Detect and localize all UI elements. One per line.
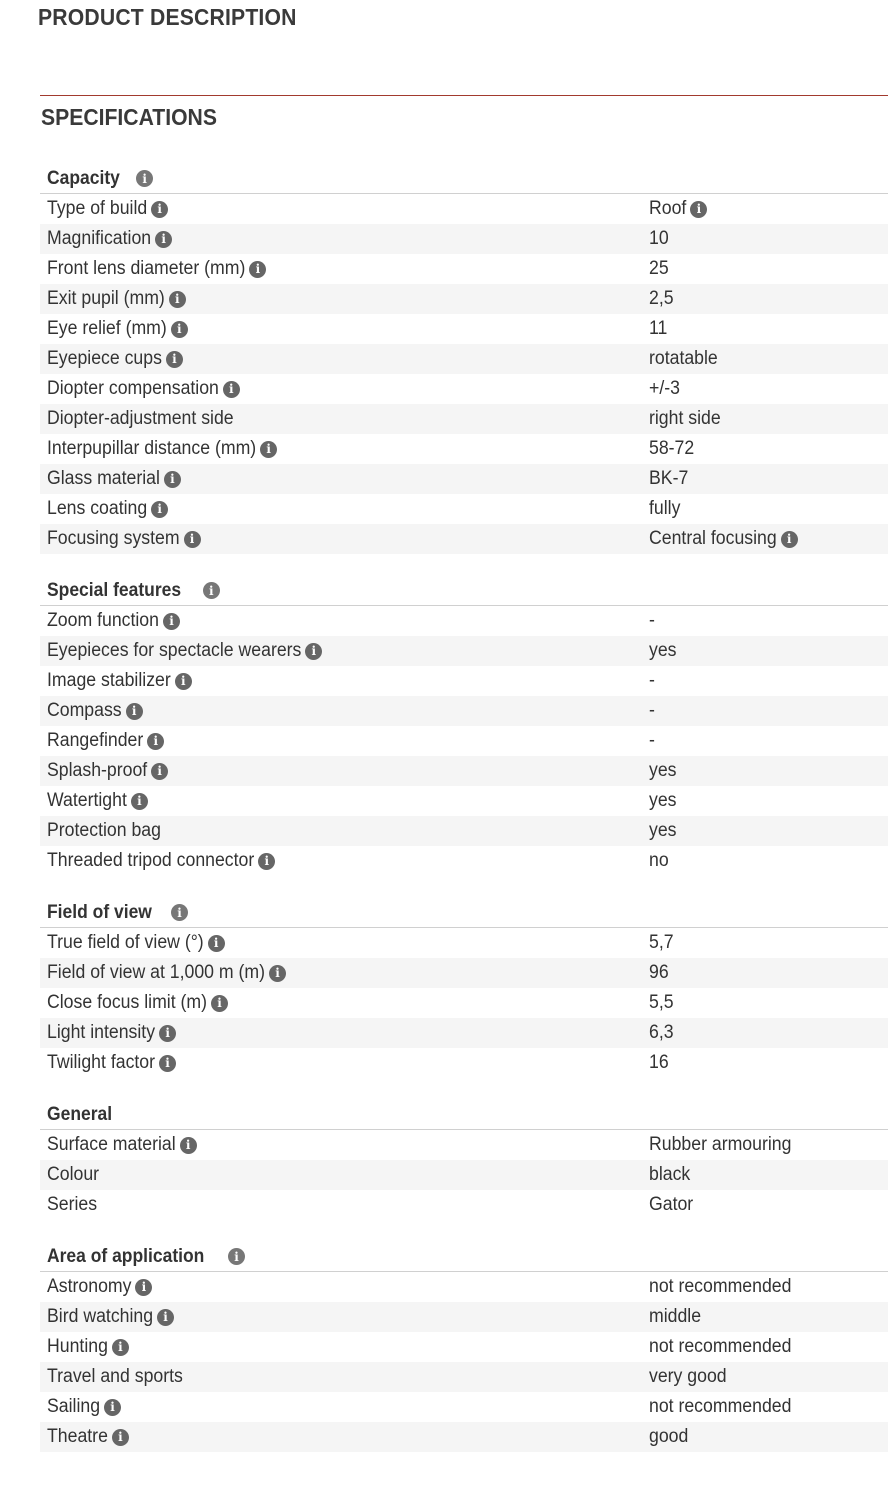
spec-label-cell [40, 1022, 649, 1044]
spec-row [40, 254, 888, 284]
spec-value-cell [649, 1396, 888, 1418]
info-icon[interactable]: i [159, 1025, 176, 1042]
spec-value: fully [649, 498, 681, 519]
spec-value: yes [649, 640, 677, 661]
info-icon[interactable]: i [690, 201, 707, 218]
section-title: Field of view [47, 901, 152, 923]
spec-label-cell [40, 258, 649, 280]
spec-value-cell [649, 1052, 888, 1074]
info-icon[interactable]: i [164, 471, 181, 488]
spec-label: Astronomy [47, 1276, 132, 1297]
spec-section [40, 1100, 888, 1220]
spec-value-cell [649, 468, 888, 490]
spec-label-cell [40, 1052, 649, 1074]
spec-row [40, 1130, 888, 1160]
spec-value: Gator [649, 1194, 694, 1215]
spec-value: not recommended [649, 1276, 792, 1297]
spec-label: Theatre [47, 1426, 108, 1447]
spec-label: Threaded tripod connector [47, 850, 255, 871]
spec-row [40, 1302, 888, 1332]
spec-value-cell [649, 348, 888, 370]
section-header [40, 576, 888, 606]
section-divider [40, 95, 888, 96]
section-header [40, 164, 888, 194]
spec-label-cell [40, 348, 649, 370]
spec-label: Rangefinder [47, 730, 144, 751]
info-icon[interactable]: i [155, 231, 172, 248]
spec-value: 2,5 [649, 288, 674, 309]
spec-label: Image stabilizer [47, 670, 171, 691]
section-title: Area of application [47, 1245, 205, 1267]
spec-label-cell [40, 850, 649, 872]
spec-value-cell [649, 258, 888, 280]
spec-label: Twilight factor [47, 1052, 156, 1073]
info-icon[interactable]: i [136, 170, 153, 187]
spec-label-cell [40, 408, 649, 430]
spec-row [40, 464, 888, 494]
spec-value: yes [649, 820, 677, 841]
section-title: Special features [47, 579, 182, 601]
spec-label-cell [40, 378, 649, 400]
info-icon[interactable]: i [163, 613, 180, 630]
spec-label-cell [40, 318, 649, 340]
section-header [40, 1242, 888, 1272]
spec-row [40, 494, 888, 524]
spec-value-cell [649, 228, 888, 250]
spec-value-cell [649, 528, 888, 550]
spec-value-cell [649, 850, 888, 872]
spec-row [40, 666, 888, 696]
spec-label-cell [40, 198, 649, 220]
section-header [40, 1100, 888, 1130]
spec-label-cell [40, 1426, 649, 1448]
spec-label-cell [40, 610, 649, 632]
spec-value-cell [649, 318, 888, 340]
spec-label: Focusing system [47, 528, 180, 549]
spec-value: not recommended [649, 1396, 792, 1417]
spec-value: +/-3 [649, 378, 680, 399]
info-icon[interactable]: i [112, 1339, 129, 1356]
spec-value: very good [649, 1366, 727, 1387]
spec-row [40, 1018, 888, 1048]
spec-label-cell [40, 498, 649, 520]
spec-row [40, 374, 888, 404]
spec-label: Eyepiece cups [47, 348, 162, 369]
spec-value-cell [649, 498, 888, 520]
spec-value: 96 [649, 962, 669, 983]
info-icon[interactable]: i [151, 201, 168, 218]
spec-label: Exit pupil (mm) [47, 288, 165, 309]
info-icon[interactable]: i [249, 261, 266, 278]
spec-value: 16 [649, 1052, 669, 1073]
spec-label-cell [40, 468, 649, 490]
spec-section [40, 898, 888, 1078]
spec-value: 11 [649, 318, 668, 339]
spec-value: Rubber armouring [649, 1134, 792, 1155]
spec-section [40, 1242, 888, 1452]
spec-value-cell [649, 1134, 888, 1156]
info-icon[interactable]: i [228, 1248, 245, 1265]
spec-label-cell [40, 528, 649, 550]
spec-label: Type of build [47, 198, 148, 219]
spec-section [40, 576, 888, 876]
info-icon[interactable]: i [208, 935, 225, 952]
specifications-title: SPECIFICATIONS [41, 104, 217, 130]
spec-value: - [649, 700, 655, 721]
spec-value-cell [649, 1164, 888, 1186]
info-icon[interactable]: i [223, 381, 240, 398]
spec-value: 5,5 [649, 992, 674, 1013]
spec-label: Colour [47, 1164, 100, 1185]
spec-value-cell [649, 408, 888, 430]
spec-value: 25 [649, 258, 669, 279]
spec-label-cell [40, 670, 649, 692]
spec-label: Diopter compensation [47, 378, 219, 399]
spec-row [40, 696, 888, 726]
spec-value-cell [649, 1276, 888, 1298]
spec-label-cell [40, 1134, 649, 1156]
spec-row [40, 988, 888, 1018]
spec-value-cell [649, 1336, 888, 1358]
spec-value: BK-7 [649, 468, 689, 489]
spec-row [40, 1048, 888, 1078]
spec-label: Protection bag [47, 820, 161, 841]
spec-value: yes [649, 760, 677, 781]
spec-label: Light intensity [47, 1022, 156, 1043]
spec-label: Diopter-adjustment side [47, 408, 234, 429]
spec-value-cell [649, 1194, 888, 1216]
spec-row [40, 284, 888, 314]
spec-value-cell [649, 198, 888, 220]
spec-label: Close focus limit (m) [47, 992, 208, 1013]
spec-value: right side [649, 408, 721, 429]
spec-section [40, 164, 888, 554]
spec-label: Sailing [47, 1396, 101, 1417]
spec-value: Central focusing [649, 528, 777, 549]
info-icon[interactable]: i [131, 793, 148, 810]
spec-label-cell [40, 700, 649, 722]
info-icon[interactable]: i [260, 441, 277, 458]
spec-label-cell [40, 1306, 649, 1328]
spec-label-cell [40, 730, 649, 752]
spec-row [40, 1422, 888, 1452]
info-icon[interactable]: i [166, 351, 183, 368]
info-icon[interactable]: i [151, 501, 168, 518]
info-icon[interactable]: i [211, 995, 228, 1012]
info-icon[interactable]: i [184, 531, 201, 548]
spec-row [40, 928, 888, 958]
spec-label-cell [40, 1366, 649, 1388]
spec-value: 5,7 [649, 932, 674, 953]
spec-value-cell [649, 1306, 888, 1328]
spec-value-cell [649, 640, 888, 662]
spec-row [40, 434, 888, 464]
spec-label-cell [40, 1164, 649, 1186]
info-icon[interactable]: i [171, 321, 188, 338]
info-icon[interactable]: i [258, 853, 275, 870]
specifications-table [40, 164, 888, 1474]
spec-row [40, 636, 888, 666]
spec-value-cell [649, 962, 888, 984]
spec-value-cell [649, 288, 888, 310]
spec-row [40, 314, 888, 344]
spec-value: - [649, 670, 655, 691]
spec-row [40, 194, 888, 224]
spec-label: Front lens diameter (mm) [47, 258, 246, 279]
spec-value-cell [649, 378, 888, 400]
spec-value-cell [649, 932, 888, 954]
spec-row [40, 958, 888, 988]
info-icon[interactable]: i [269, 965, 286, 982]
spec-value: rotatable [649, 348, 718, 369]
spec-label-cell [40, 992, 649, 1014]
spec-label: Travel and sports [47, 1366, 183, 1387]
spec-label-cell [40, 932, 649, 954]
info-icon[interactable]: i [135, 1279, 152, 1296]
info-icon[interactable]: i [180, 1137, 197, 1154]
spec-label: Zoom function [47, 610, 159, 631]
spec-row [40, 224, 888, 254]
spec-row [40, 524, 888, 554]
spec-value: 58-72 [649, 438, 695, 459]
spec-row [40, 1190, 888, 1220]
spec-row [40, 1332, 888, 1362]
spec-label: Interpupillar distance (mm) [47, 438, 257, 459]
spec-row [40, 1272, 888, 1302]
spec-value-cell [649, 700, 888, 722]
spec-value-cell [649, 1366, 888, 1388]
spec-row [40, 756, 888, 786]
spec-label-cell [40, 1336, 649, 1358]
spec-row [40, 404, 888, 434]
info-icon[interactable]: i [104, 1399, 121, 1416]
spec-label: Surface material [47, 1134, 176, 1155]
spec-label-cell [40, 438, 649, 460]
spec-label-cell [40, 962, 649, 984]
page-title: PRODUCT DESCRIPTION [38, 4, 297, 30]
spec-row [40, 786, 888, 816]
spec-label: Eyepieces for spectacle wearers [47, 640, 302, 661]
spec-label: Magnification [47, 228, 152, 249]
spec-value: no [649, 850, 669, 871]
spec-label: Watertight [47, 790, 127, 811]
spec-value: yes [649, 790, 677, 811]
spec-label: Field of view at 1,000 m (m) [47, 962, 266, 983]
spec-row [40, 606, 888, 636]
spec-label-cell [40, 820, 649, 842]
info-icon[interactable]: i [147, 733, 164, 750]
spec-value-cell [649, 438, 888, 460]
spec-label-cell [40, 1396, 649, 1418]
spec-value: 6,3 [649, 1022, 674, 1043]
spec-value: Roof [649, 198, 687, 219]
spec-label: Bird watching [47, 1306, 154, 1327]
spec-label-cell [40, 790, 649, 812]
info-icon[interactable]: i [781, 531, 798, 548]
spec-value-cell [649, 992, 888, 1014]
info-icon[interactable]: i [112, 1429, 129, 1446]
spec-row [40, 1160, 888, 1190]
spec-row [40, 816, 888, 846]
spec-value: black [649, 1164, 691, 1185]
info-icon[interactable]: i [126, 703, 143, 720]
info-icon[interactable]: i [203, 582, 220, 599]
spec-label: Eye relief (mm) [47, 318, 167, 339]
section-header [40, 898, 888, 928]
spec-label: Compass [47, 700, 122, 721]
spec-label-cell [40, 288, 649, 310]
spec-value-cell [649, 730, 888, 752]
spec-value-cell [649, 1426, 888, 1448]
spec-value: good [649, 1426, 689, 1447]
spec-value-cell [649, 1022, 888, 1044]
spec-label: Hunting [47, 1336, 108, 1357]
spec-value: middle [649, 1306, 702, 1327]
spec-value-cell [649, 610, 888, 632]
info-icon[interactable]: i [157, 1309, 174, 1326]
spec-label: Lens coating [47, 498, 148, 519]
spec-row [40, 344, 888, 374]
info-icon[interactable]: i [151, 763, 168, 780]
spec-value-cell [649, 670, 888, 692]
spec-row [40, 1362, 888, 1392]
spec-value: - [649, 730, 655, 751]
spec-value: 10 [649, 228, 669, 249]
spec-label-cell [40, 760, 649, 782]
spec-value: not recommended [649, 1336, 792, 1357]
spec-value-cell [649, 790, 888, 812]
spec-label-cell [40, 640, 649, 662]
info-icon[interactable]: i [305, 643, 322, 660]
info-icon[interactable]: i [175, 673, 192, 690]
spec-row [40, 846, 888, 876]
spec-value-cell [649, 760, 888, 782]
spec-value: - [649, 610, 655, 631]
spec-label-cell [40, 1194, 649, 1216]
info-icon[interactable]: i [169, 291, 186, 308]
spec-label: True field of view (°) [47, 932, 204, 953]
spec-value-cell [649, 820, 888, 842]
section-title: Capacity [47, 167, 120, 189]
spec-label: Glass material [47, 468, 160, 489]
spec-row [40, 726, 888, 756]
spec-row [40, 1392, 888, 1422]
section-title: General [47, 1103, 113, 1125]
spec-label-cell [40, 1276, 649, 1298]
info-icon[interactable]: i [159, 1055, 176, 1072]
spec-label: Series [47, 1194, 98, 1215]
spec-label-cell [40, 228, 649, 250]
spec-label: Splash-proof [47, 760, 148, 781]
info-icon[interactable]: i [171, 904, 188, 921]
